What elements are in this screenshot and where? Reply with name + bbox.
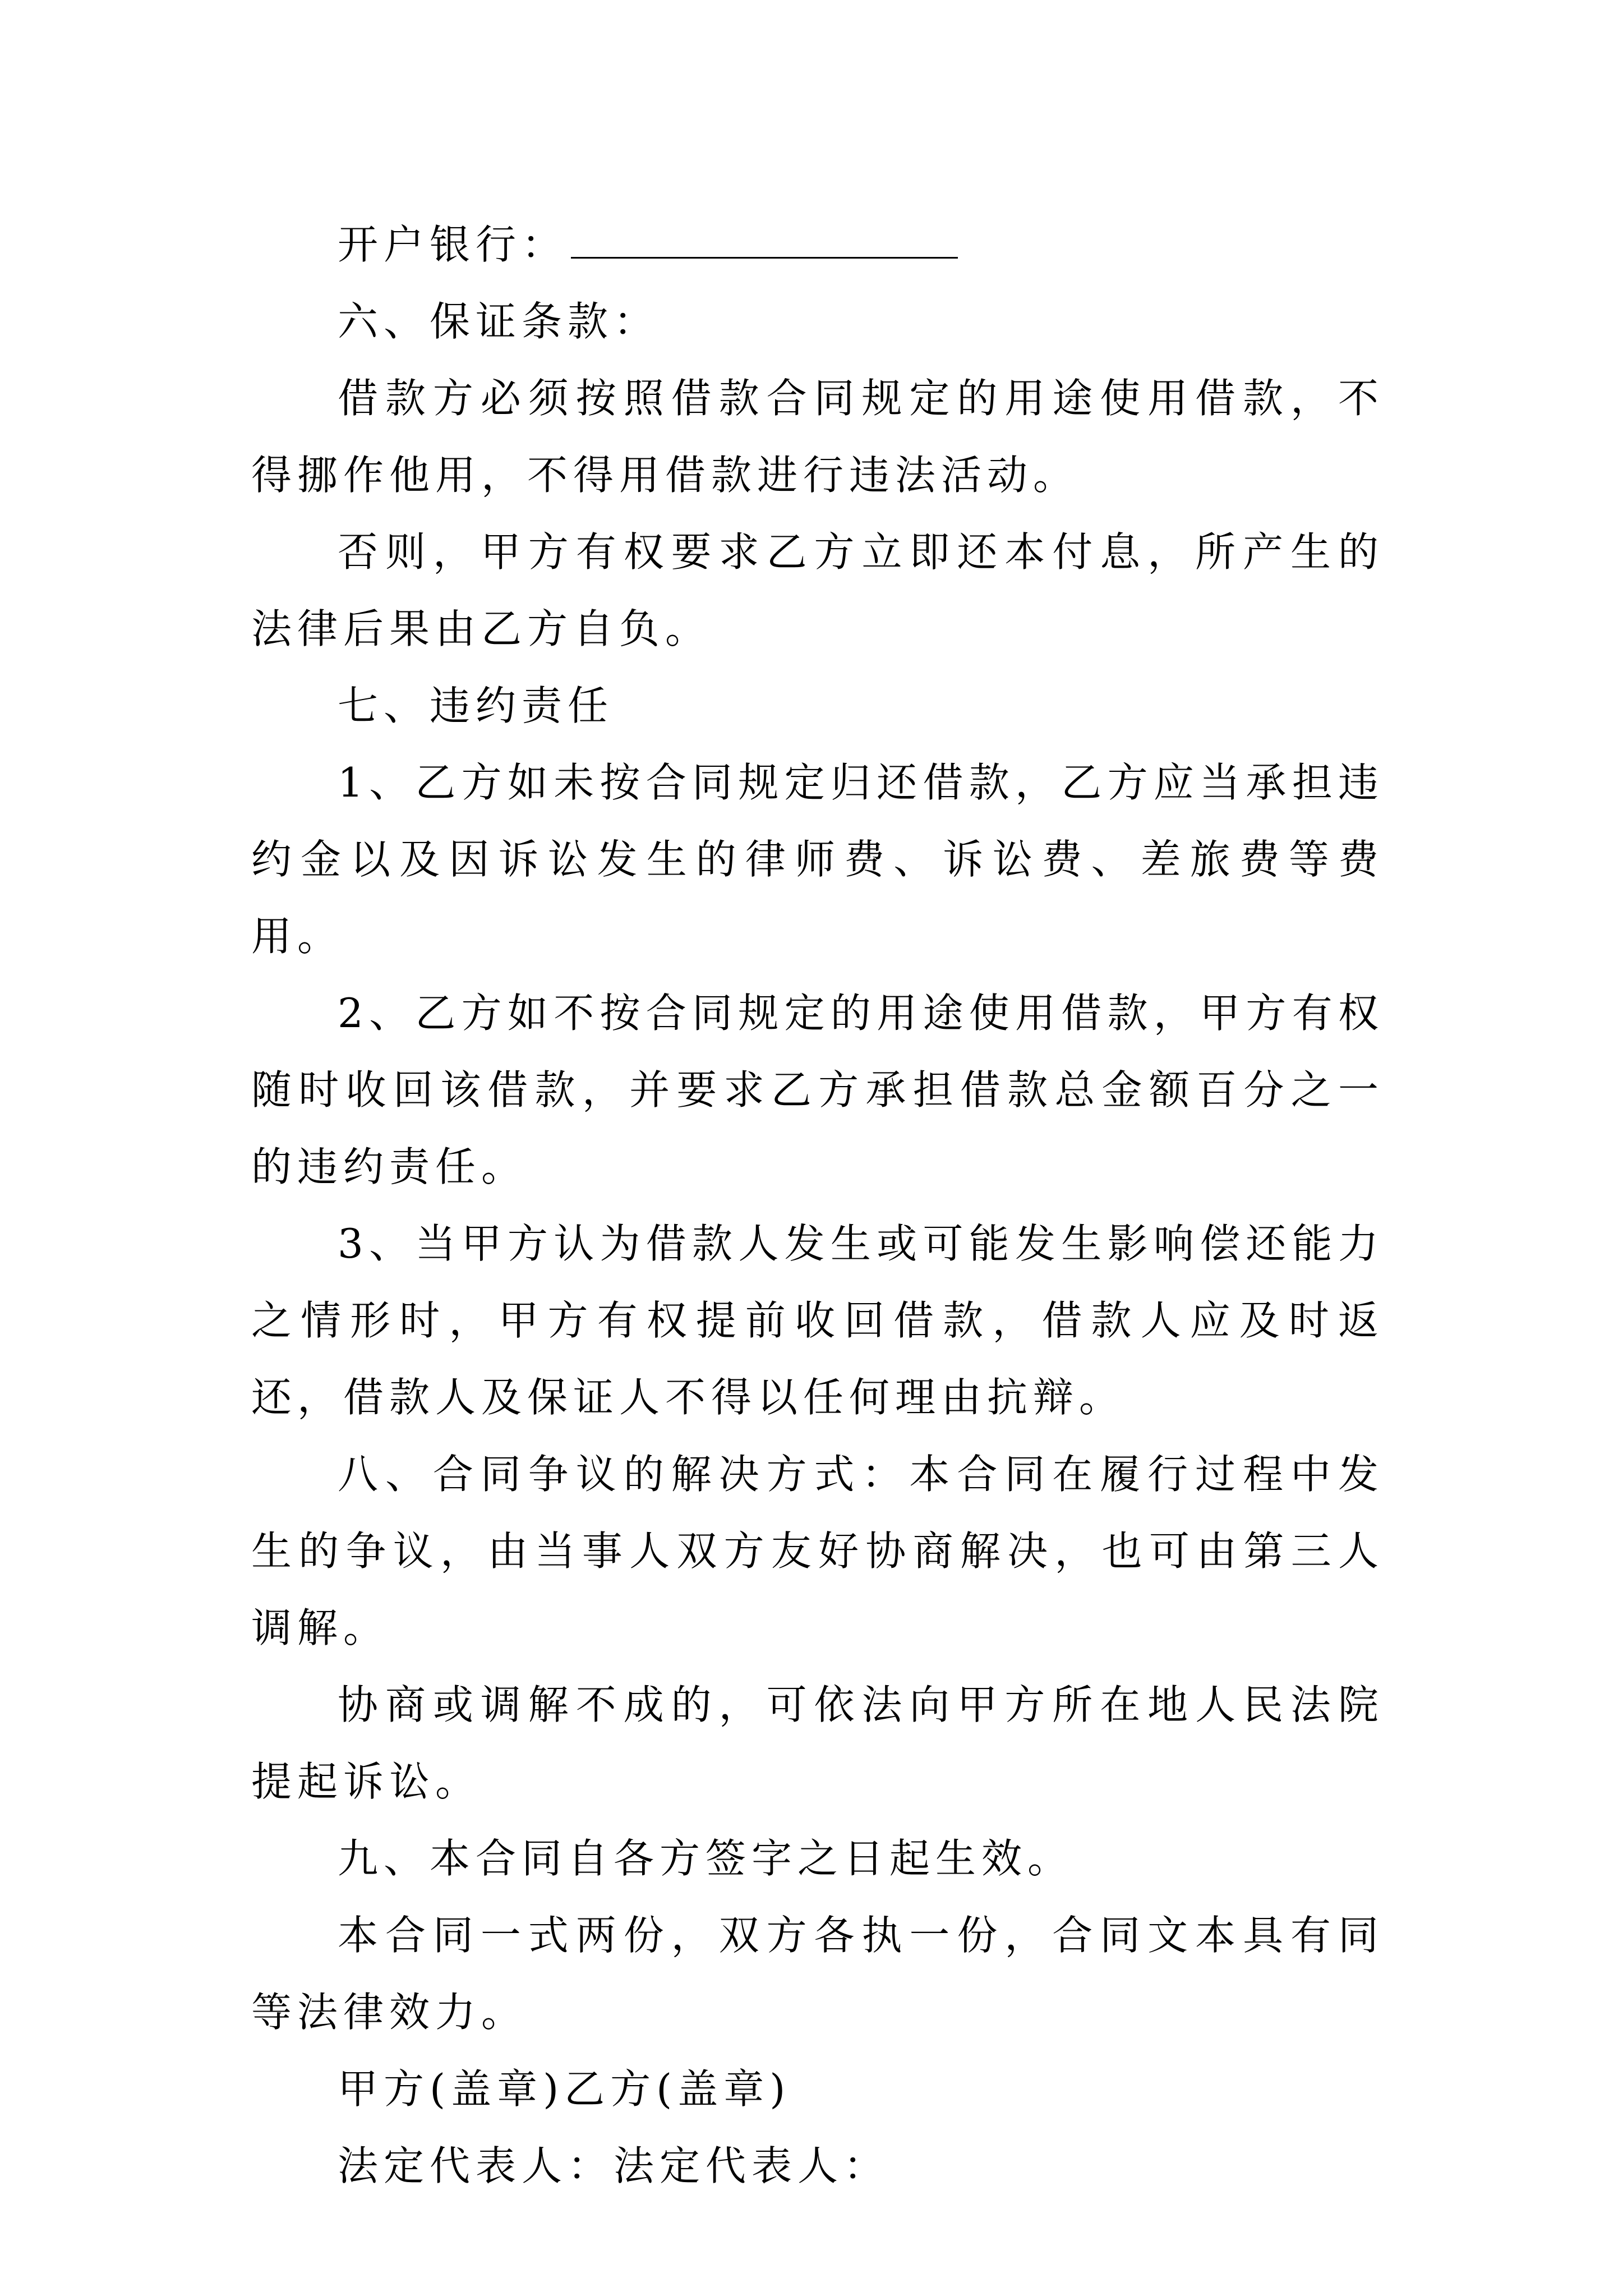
document-body	[251, 206, 1384, 2205]
bank-blank-underline	[571, 217, 958, 259]
seal-line: 甲方(盖章)乙方(盖章)	[338, 2065, 791, 2113]
legal-representative-line: 法定代表人：法定代表人：	[338, 2142, 890, 2189]
clause-7-3: 3、当甲方认为借款人发生或可能发生影响偿还能力之情形时，甲方有权提前收回借款，借款人应及时返还，借款人及保证人不得以任何理由抗辩。	[251, 1220, 1384, 1421]
paragraph-usage: 借款方必须按照借款合同规定的用途使用借款，不得挪作他用，不得用借款进行违法活动。	[251, 375, 1384, 499]
paragraph-consequence: 否则，甲方有权要求乙方立即还本付息，所产生的法律后果由乙方自负。	[251, 528, 1384, 652]
bank-label: 开户银行：	[338, 221, 568, 268]
section-7-heading: 七、违约责任	[338, 682, 614, 729]
paragraph-copies: 本合同一式两份，双方各执一份，合同文本具有同等法律效力。	[251, 1912, 1384, 2036]
bank-line	[251, 206, 1384, 283]
section-6-heading: 六、保证条款：	[338, 298, 660, 345]
paragraph-litigation: 协商或调解不成的，可依法向甲方所在地人民法院提起诉讼。	[251, 1681, 1384, 1805]
clause-7-1: 1、乙方如未按合同规定归还借款，乙方应当承担违约金以及因诉讼发生的律师费、诉讼费、差旅费等费用。	[251, 759, 1384, 960]
clause-7-2: 2、乙方如不按合同规定的用途使用借款，甲方有权随时收回该借款，并要求乙方承担借款总金额百分之一的违约责任。	[251, 990, 1384, 1190]
section-8-dispute: 八、合同争议的解决方式：本合同在履行过程中发生的争议，由当事人双方友好协商解决，也可由第三人调解。	[251, 1451, 1384, 1651]
section-9-effective: 九、本合同自各方签字之日起生效。	[338, 1835, 1074, 1882]
